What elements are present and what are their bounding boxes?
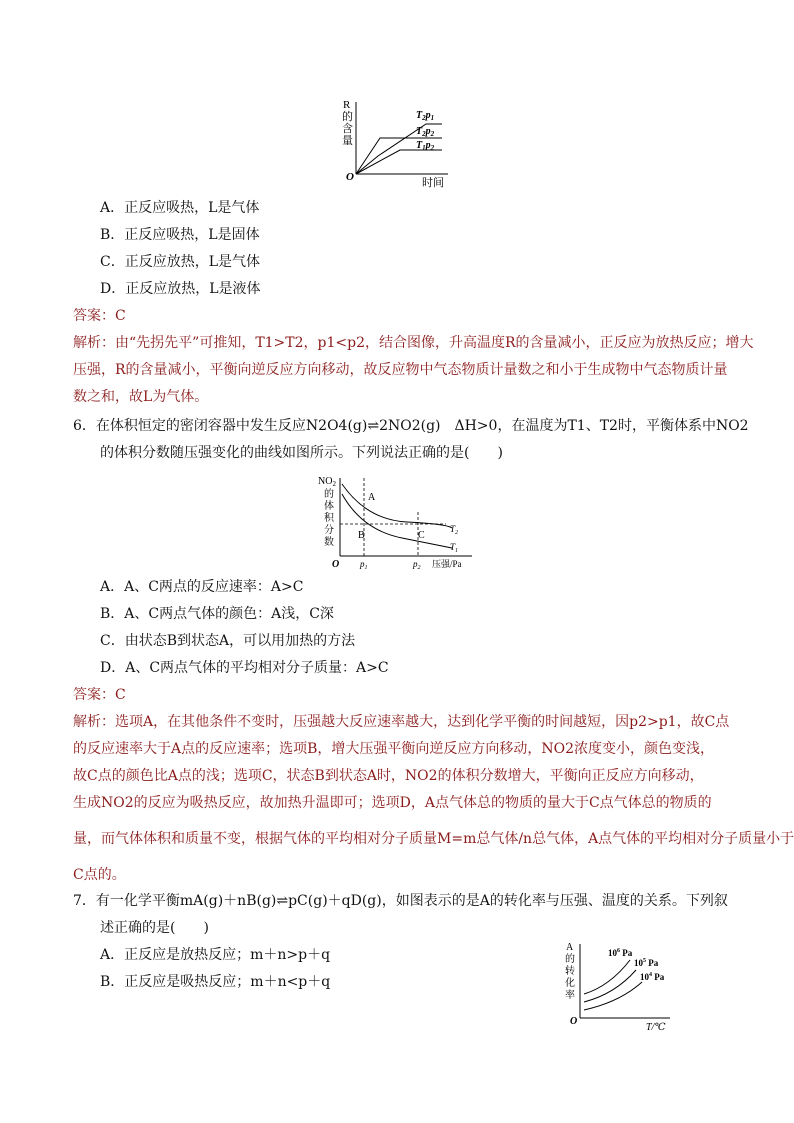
- fig3-curve-1e6: [584, 960, 630, 994]
- fig3-ylabel-c1: 的: [565, 954, 575, 965]
- fig2-ylabel-c4: 分: [324, 525, 334, 536]
- q5-option-a: A．正反应吸热，L是气体: [100, 200, 260, 216]
- fig3-label-1e6: $10^6$ Pa: [608, 948, 633, 958]
- q6-option-c: C．由状态B到状态A，可以用加热的方法: [100, 633, 356, 649]
- fig2-ylabel-c3: 积: [324, 513, 334, 524]
- q6-answer: 答案：C: [73, 687, 126, 703]
- q5-explanation-line3: 数之和，故L为气体。: [73, 389, 209, 405]
- fig2-tick-p1: $p_1$: [360, 559, 368, 571]
- fig2-point-b: B: [358, 530, 365, 541]
- q6-explanation-line1: 解析：选项A，在其他条件不变时，压强越大反应速率越大，达到化学平衡的时间越短，因p2>p1，故C点: [73, 714, 730, 730]
- fig2-point-a: A: [368, 492, 376, 503]
- q6-explanation-line2: 的反应速率大于A点的反应速率；选项B，增大压强平衡向逆反应方向移动，NO2浓度变小，颜色变浅，: [73, 741, 715, 757]
- q6-explanation-line5: 量，而气体体积和质量不变，根据气体的平均相对分子质量M=m总气体/n总气体，A点气体的平均相对分子质量小于: [73, 831, 794, 847]
- q5-option-b: B．正反应吸热，L是固体: [100, 227, 260, 243]
- q5-answer: 答案：C: [73, 308, 126, 324]
- fig2-ylabel-c5: 数: [324, 537, 334, 548]
- fig2-ylabel-c2: 体: [324, 501, 334, 512]
- fig2-label-T1: $T_1$: [450, 542, 459, 554]
- q6-option-a: A．A、C两点的反应速率：A>C: [100, 579, 304, 595]
- fig3-curve-1e5: [584, 970, 636, 1002]
- q5-explanation-line1: 解析：由“先拐先平”可推知，T1>T2，p1<p2，结合图像，升高温度R的含量减小，正反应为放热反应；增大: [73, 335, 754, 351]
- q6-option-d: D．A、C两点气体的平均相对分子质量：A>C: [100, 660, 389, 676]
- fig3-label-1e5: $10^5$ Pa: [634, 958, 659, 968]
- fig2-xlabel: 压强/Pa: [432, 559, 462, 569]
- fig3-ylabel-a: A: [566, 942, 574, 953]
- fig3-origin: O: [570, 1016, 578, 1027]
- q5-option-c: C．正反应放热，L是气体: [100, 254, 261, 270]
- q6-explanation-line3: 故C点的颜色比A点的浅；选项C，状态B到状态A时，NO2的体积分数增大，平衡向正反应方向移动，: [73, 768, 704, 784]
- figure-r-content-vs-time: [330, 96, 460, 192]
- fig1-label-T2p1: $T_2p_1$: [416, 110, 435, 122]
- fig1-curve-T1p2: [356, 150, 442, 174]
- fig1-ylabel-char4: 量: [342, 135, 353, 147]
- fig1-ylabel-char3: 含: [342, 123, 353, 135]
- fig3-xlabel: T/℃: [646, 1022, 666, 1033]
- q7-option-a: A．正反应是放热反应；m＋n>p＋q: [100, 947, 331, 963]
- q5-explanation-line2: 压强，R的含量减小，平衡向逆反应方向移动，故反应物中气态物质计量数之和小于生成物中气态物质计量: [73, 362, 728, 378]
- fig3-ylabel-c3: 化: [565, 978, 575, 989]
- figure-no2-fraction-vs-pressure: [312, 472, 482, 572]
- fig1-ylabel-char1: R: [343, 99, 351, 111]
- q6-stem-line2: 的体积分数随压强变化的曲线如图所示。下列说法正确的是( ): [100, 445, 503, 461]
- q6-stem-line1: 6．在体积恒定的密闭容器中发生反应N2O4(g)⇌2NO2(g) ΔH>0，在温度为T1、T2时，平衡体系中NO2: [73, 418, 749, 434]
- fig2-ylabel-c1: 的: [324, 489, 334, 500]
- fig1-xlabel: 时间: [422, 177, 444, 189]
- fig3-ylabel-c2: 转: [565, 966, 575, 977]
- q6-explanation-line6: C点的。: [73, 867, 126, 883]
- figure-a-conversion-vs-temperature: [560, 938, 680, 1034]
- fig1-origin: O: [346, 171, 354, 183]
- q6-explanation-line4: 生成NO2的反应为吸热反应，故加热升温即可；选项D，A点气体总的物质的量大于C点气体总的物质的: [73, 795, 712, 811]
- fig2-label-T2: $T_2$: [450, 524, 459, 536]
- q6-option-b: B．A、C两点气体的颜色：A浅，C深: [100, 606, 334, 622]
- fig2-tick-p2: $p_2$: [413, 559, 421, 571]
- fig2-curve-T2: [342, 484, 452, 528]
- q7-stem-line1: 7．有一化学平衡mA(g)＋nB(g)⇌pC(g)＋qD(g)，如图表示的是A的转化率与压强、温度的关系。下列叙: [73, 893, 728, 909]
- fig3-curve-1e4: [584, 982, 642, 1010]
- fig1-label-T1p2: $T_1p_2$: [416, 140, 435, 152]
- fig2-ylabel-no2: $NO_2$: [318, 476, 336, 488]
- fig1-ylabel-char2: 的: [342, 111, 353, 123]
- q7-option-b: B．正反应是吸热反应；m＋n<p＋q: [100, 974, 331, 990]
- q5-option-d: D．正反应放热，L是液体: [100, 281, 261, 297]
- fig2-origin: O: [332, 559, 340, 570]
- fig3-label-1e4: $10^4$ Pa: [640, 972, 665, 982]
- fig2-point-c: C: [418, 530, 425, 541]
- fig1-label-T2p2: $T_2p_2$: [416, 126, 435, 138]
- q7-stem-line2: 述正确的是( ): [100, 920, 209, 936]
- fig3-ylabel-c4: 率: [565, 990, 575, 1001]
